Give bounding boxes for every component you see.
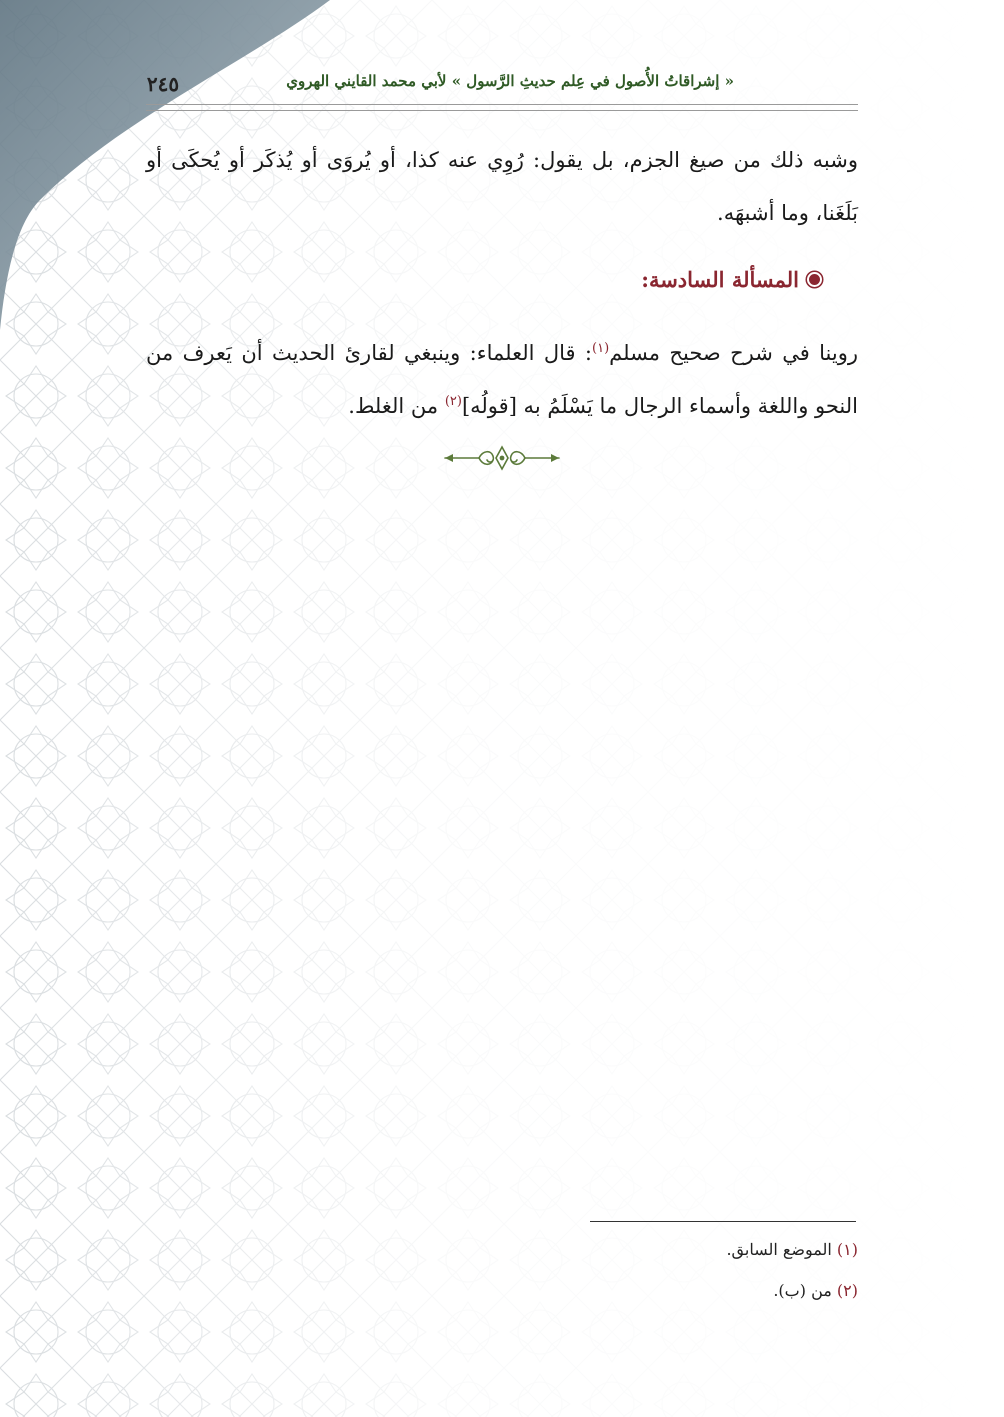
footnote-1-number: (١) [836,1240,858,1259]
header-rule-thick [146,104,858,105]
footnote-1-text: الموضع السابق. [726,1240,837,1259]
section-heading [422,267,822,292]
footnote-2 [358,1281,858,1300]
footnote-2-number: (٢) [836,1281,858,1300]
section-heading-text: المسألة السادسة: [641,267,799,292]
running-header-title: « إشراقاتُ الأُصول في عِلم حديثِ الرَّسول » لأبي محمد القايني الهروي [286,72,734,90]
footnote-separator [590,1221,856,1222]
page-number: ٢٤٥ [146,72,180,96]
header-rule-thin [146,110,858,111]
paragraph-1: وشبه ذلك من صيغ الجزم، بل يقول: رُوِي عنه كذا، أو يُروَى أو يُذكَر أو يُحكَى أو بَلَغَنا، وما أشبهَه. [146,148,858,225]
section-end-ornament-icon [443,443,561,473]
paragraph-2-text-2: : قال العلماء: وينبغي لقارئ الحديث أن يَعرف من النحو واللغة وأسماء الرجال ما يَسْلَمُ به [قولُه] [146,341,858,418]
bullet-circle-icon [807,272,822,287]
footnote-2-text: من (ب). [773,1281,837,1300]
paragraph-2-text-1: روينا في شرح صحيح مسلم [609,341,858,365]
paragraph-2-text-3: من الغلط. [348,394,445,418]
footnote-ref-1[interactable]: (١) [592,341,610,356]
footnote-ref-2[interactable]: (٢) [444,394,462,409]
paragraph-2 [146,327,858,433]
footnote-1 [358,1240,858,1259]
